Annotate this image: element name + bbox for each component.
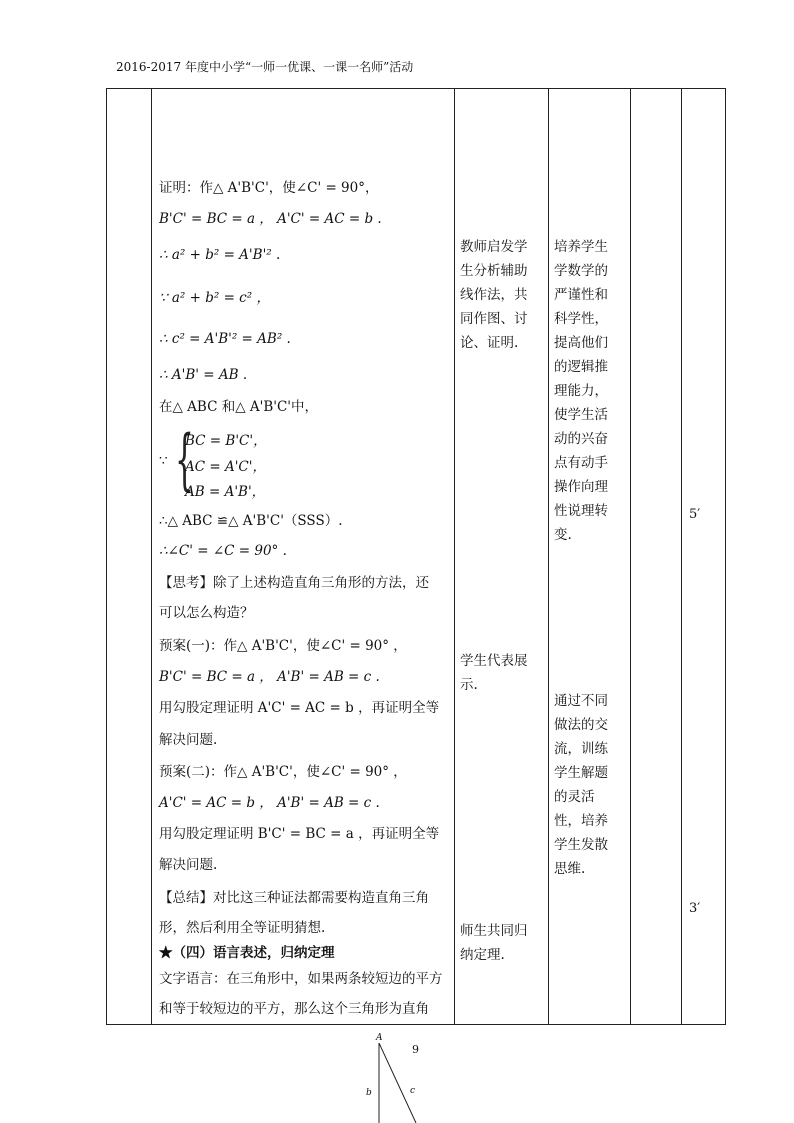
think-line: 【思考】除了上述构造直角三角形的方法，还 xyxy=(159,575,429,591)
divider xyxy=(681,89,682,1024)
text-line: 的灵活 xyxy=(554,789,595,805)
plan-line: A'C' = AC = b ， A'B' = AB = c . xyxy=(159,795,380,811)
teacher-activity-1 xyxy=(460,235,528,355)
text-line: 通过不同 xyxy=(554,693,608,709)
teacher-activity-3 xyxy=(460,919,528,967)
side-label: b xyxy=(366,1088,372,1098)
page-number: 9 xyxy=(412,1043,419,1056)
text-line: 的逻辑推 xyxy=(554,359,608,375)
text-line: 示. xyxy=(460,677,478,693)
system-line: BC = B'C'， xyxy=(185,433,267,449)
text-line: 性，培养 xyxy=(554,813,608,829)
summary-line: 【总结】对比这三种证法都需要构造直角三角 xyxy=(159,890,429,906)
text-line: 动的兴奋 xyxy=(554,431,608,447)
proof-line: ∵ a² + b² = c² ， xyxy=(159,290,270,306)
statement-line: 文字语言：在三角形中，如果两条较短边的平方 xyxy=(159,971,443,987)
vertex-label: A xyxy=(376,1033,383,1043)
text-line: 性说理转 xyxy=(554,503,608,519)
because-symbol: ∵ xyxy=(159,453,168,469)
time-value: 5′ xyxy=(689,507,701,522)
summary-line: 形，然后利用全等证明猜想. xyxy=(159,920,326,936)
divider xyxy=(548,89,549,1024)
text-line: 做法的交 xyxy=(554,717,608,733)
system-line: AC = A'C'， xyxy=(185,459,266,475)
divider xyxy=(630,89,631,1024)
divider xyxy=(454,89,455,1024)
lesson-table xyxy=(106,88,726,1025)
think-line: 可以怎么构造？ xyxy=(159,605,254,621)
text-line: 流，训练 xyxy=(554,741,608,757)
proof-line: 在△ ABC 和△ A'B'C'中， xyxy=(159,399,319,415)
plan-line: B'C' = BC = a ， A'B' = AB = c . xyxy=(159,669,380,685)
text-line: 思维. xyxy=(554,861,586,877)
text-line: 学数学的 xyxy=(554,263,608,279)
text-line: 理能力， xyxy=(554,383,608,399)
text-line: 论、证明. xyxy=(460,335,519,351)
text-line: 严谨性和 xyxy=(554,287,608,303)
text-line: 纳定理. xyxy=(460,947,505,963)
triangle-figure xyxy=(360,1030,440,1123)
brace-icon: { xyxy=(175,421,194,498)
text-line: 科学性， xyxy=(554,311,608,327)
teacher-activity-2 xyxy=(460,649,528,697)
text-line: 同作图、讨 xyxy=(460,311,528,327)
text-line: 点有动手 xyxy=(554,455,608,471)
proof-line: ∴△ ABC ≌△ A'B'C'（SSS）. xyxy=(159,513,343,529)
plan-line: 预案(一)：作△ A'B'C'，使∠C' = 90° ， xyxy=(159,638,407,654)
text-line: 提高他们 xyxy=(554,335,608,351)
text-line: 教师启发学 xyxy=(460,239,528,255)
page-header: 2016-2017 年度中小学“一师一优课、一课一名师”活动 xyxy=(116,60,414,74)
design-intent-2 xyxy=(554,689,608,881)
plan-line: 解决问题. xyxy=(159,857,218,873)
plan-line: 解决问题. xyxy=(159,732,218,748)
proof-line: ∴ A'B' = AB . xyxy=(159,367,248,383)
text-line: 师生共同归 xyxy=(460,923,528,939)
time-value: 3′ xyxy=(689,901,701,916)
proof-line: B'C' = BC = a ， A'C' = AC = b . xyxy=(159,211,382,227)
text-line: 使学生活 xyxy=(554,407,608,423)
plan-line: 用勾股定理证明 B'C' = BC = a ，再证明全等 xyxy=(159,826,440,842)
text-line: 线作法，共 xyxy=(460,287,528,303)
hypotenuse-line xyxy=(379,1043,416,1123)
plan-line: 预案(二)：作△ A'B'C'，使∠C' = 90° ， xyxy=(159,764,407,780)
section-heading: ★（四）语言表述，归纳定理 xyxy=(159,945,335,961)
text-line: 学生解题 xyxy=(554,765,608,781)
system-line: AB = A'B'， xyxy=(185,484,266,500)
statement-line: 和等于较短边的平方，那么这个三角形为直角 xyxy=(159,1001,429,1017)
proof-line: 证明：作△ A'B'C'，使∠C' = 90°， xyxy=(159,180,379,196)
design-intent-1 xyxy=(554,235,608,547)
text-line: 培养学生 xyxy=(554,239,608,255)
divider xyxy=(151,89,152,1024)
proof-line: ∴∠C' = ∠C = 90° . xyxy=(159,543,287,559)
side-label: c xyxy=(410,1086,416,1096)
plan-line: 用勾股定理证明 A'C' = AC = b ，再证明全等 xyxy=(159,700,440,716)
text-line: 变. xyxy=(554,527,572,543)
proof-line: ∴ c² = A'B'² = AB² . xyxy=(159,331,291,347)
proof-line: ∴ a² + b² = A'B'² . xyxy=(159,247,281,263)
text-line: 学生发散 xyxy=(554,837,608,853)
text-line: 生分析辅助 xyxy=(460,263,528,279)
text-line: 操作向理 xyxy=(554,479,608,495)
text-line: 学生代表展 xyxy=(460,653,528,669)
